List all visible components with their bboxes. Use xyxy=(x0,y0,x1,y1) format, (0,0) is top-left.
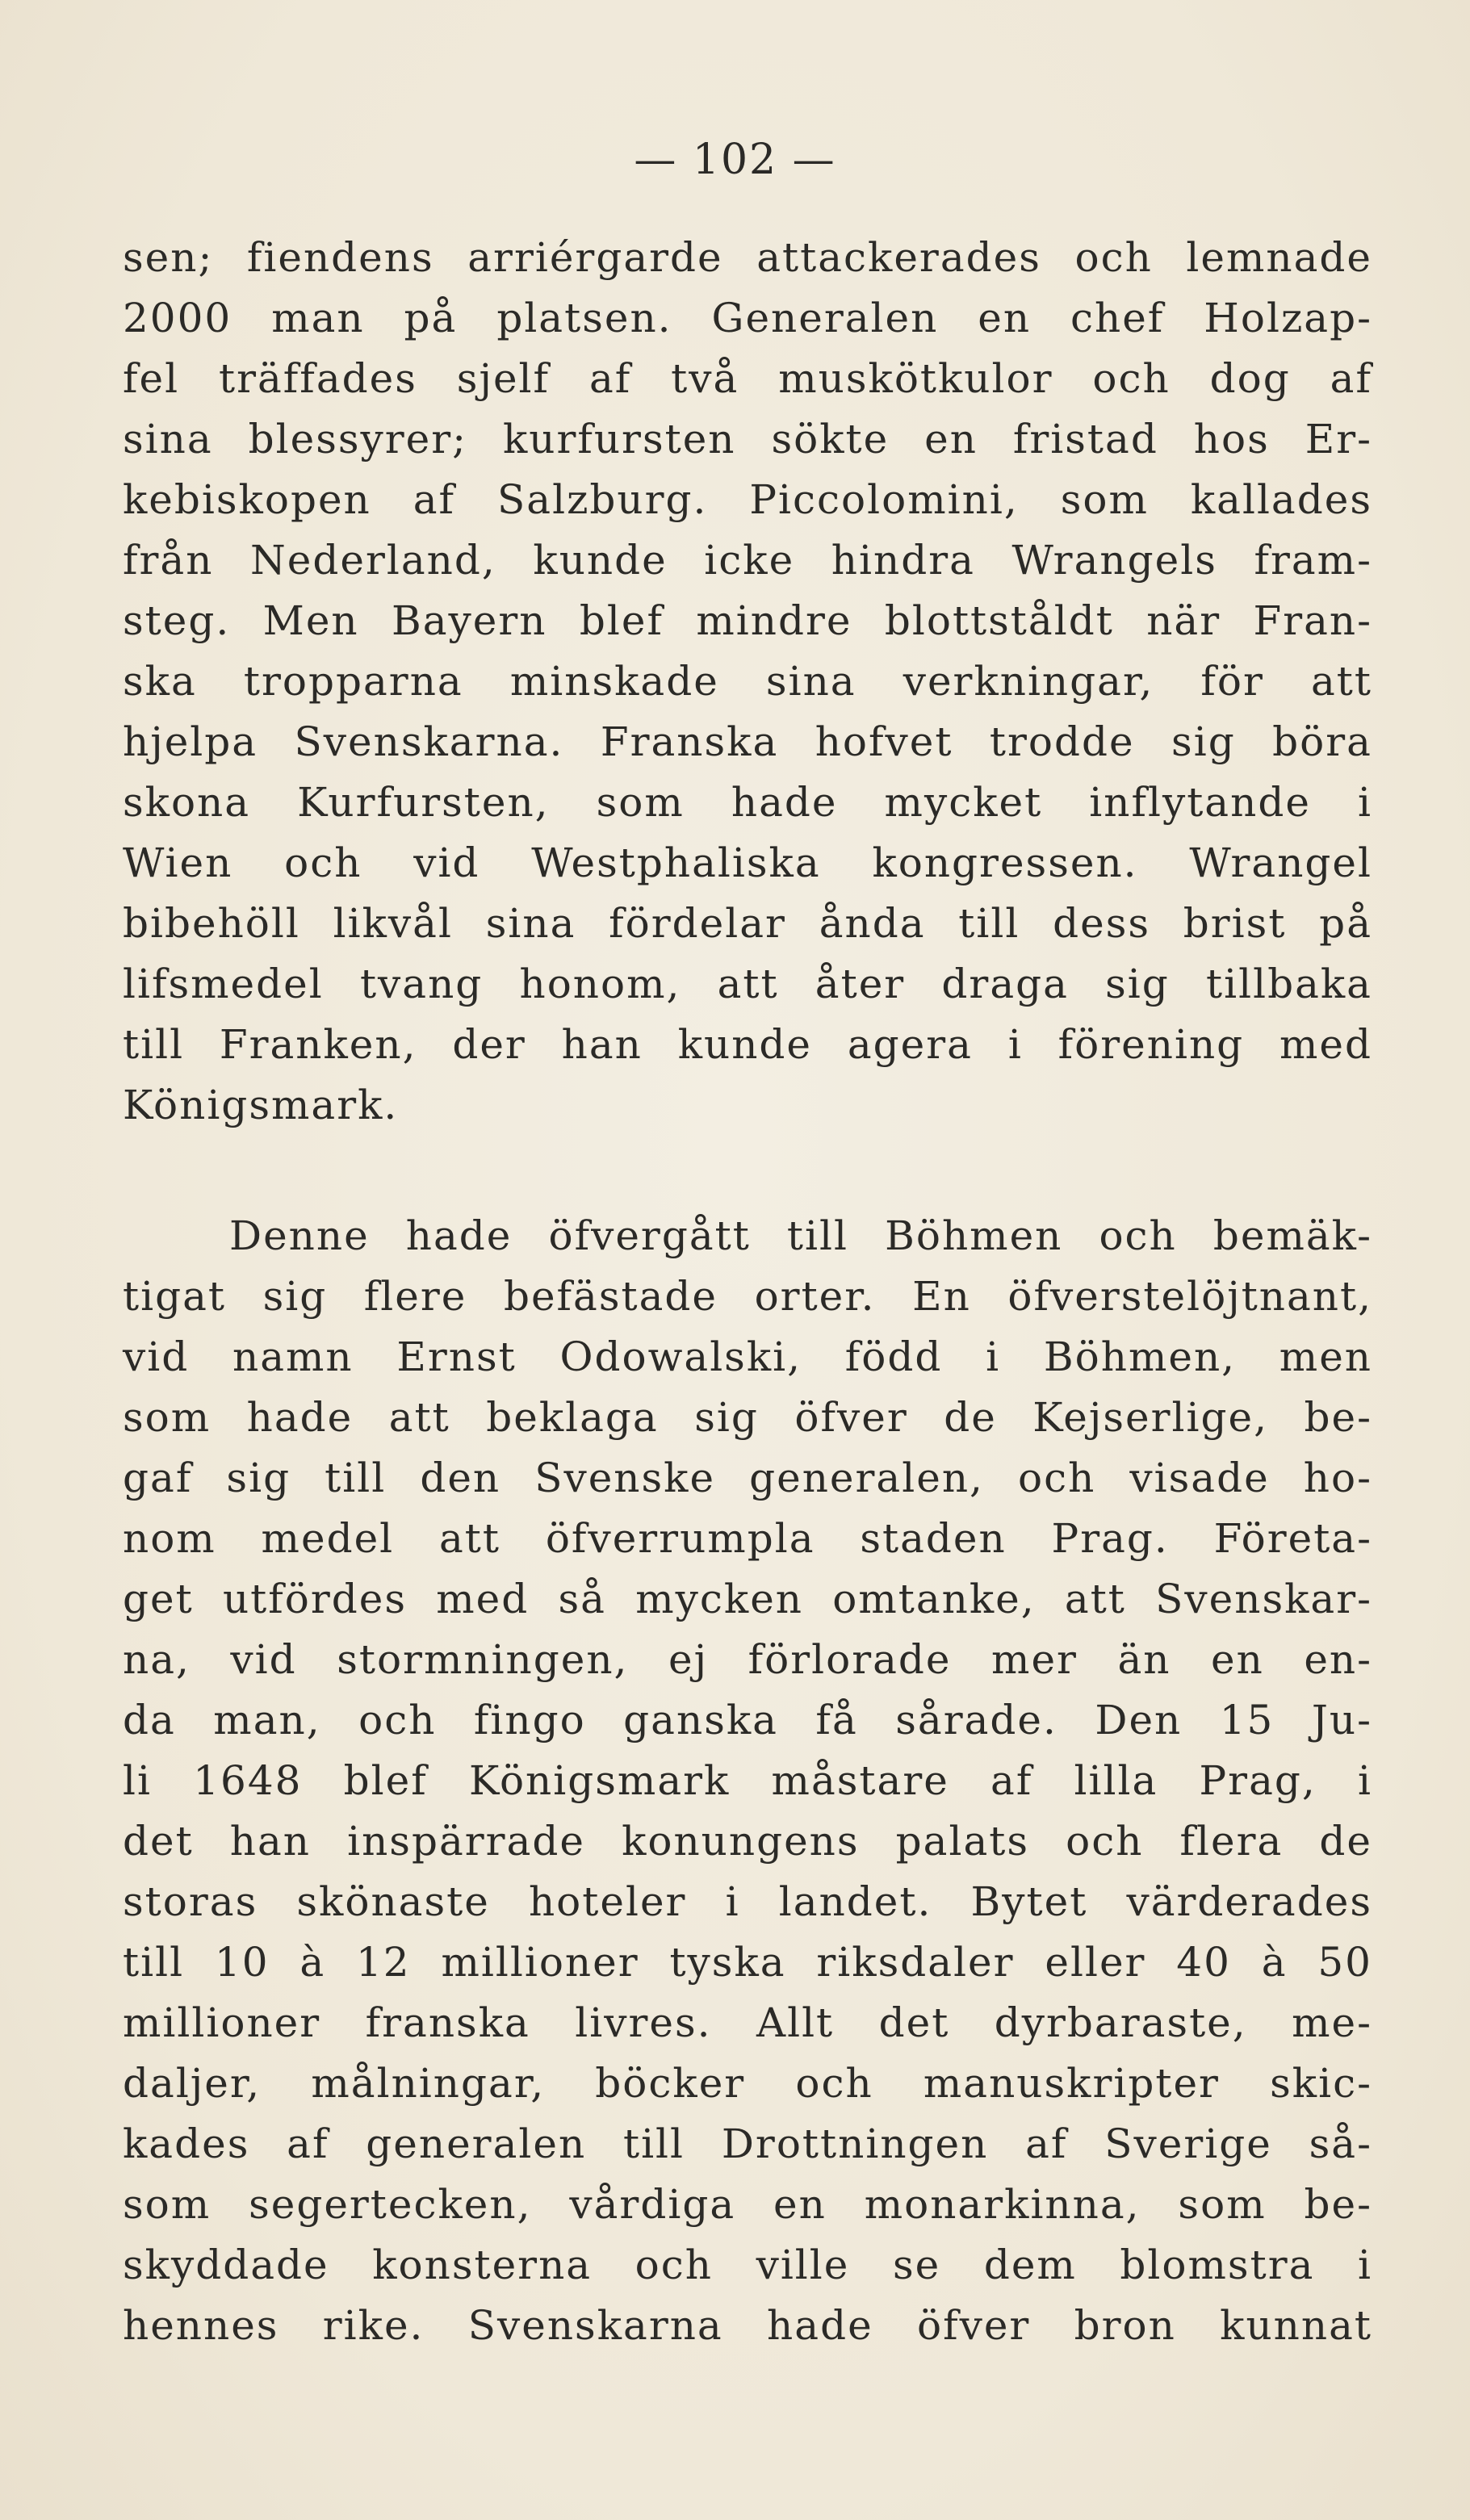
text-line: da man, och fingo ganska få sårade. Den 15 Ju- xyxy=(123,1697,1372,1743)
text-line: kades af generalen till Drottningen af Sverige så- xyxy=(123,2120,1372,2167)
text-line: Denne hade öfvergått till Böhmen och bemäk- xyxy=(229,1212,1372,1259)
text-line: storas skönaste hoteler i landet. Bytet värderades xyxy=(123,1878,1372,1925)
text-line: na, vid stormningen, ej förlorade mer än en en- xyxy=(123,1636,1372,1683)
text-line: från Nederland, kunde icke hindra Wrangels fram- xyxy=(123,537,1372,584)
text-line: skona Kurfursten, som hade mycket inflytande i xyxy=(123,779,1372,826)
text-line: hjelpa Svenskarna. Franska hofvet trodde sig böra xyxy=(123,718,1372,765)
text-line: nom medel att öfverrumpla staden Prag. Företa- xyxy=(123,1515,1372,1562)
text-line: till Franken, der han kunde agera i förening med xyxy=(123,1021,1372,1068)
text-line: vid namn Ernst Odowalski, född i Böhmen, men xyxy=(123,1333,1372,1380)
text-line: li 1648 blef Königsmark måstare af lilla Prag, i xyxy=(123,1757,1372,1804)
text-line: som segertecken, vårdiga en monarkinna, som be- xyxy=(123,2181,1372,2228)
text-line: ska tropparna minskade sina verkningar, för att xyxy=(123,658,1372,705)
page-number-header: — 102 — xyxy=(634,136,836,184)
text-line: get utfördes med så mycken omtanke, att Svenskar- xyxy=(123,1576,1372,1622)
text-line: skyddade konsterna och ville se dem blomstra i xyxy=(123,2242,1372,2288)
text-line: gaf sig till den Svenske generalen, och visade ho- xyxy=(123,1455,1372,1501)
text-line: sina blessyrer; kurfursten sökte en fristad hos Er- xyxy=(123,416,1372,463)
text-line: steg. Men Bayern blef mindre blottståldt när Fran- xyxy=(123,597,1372,644)
text-line: kebiskopen af Salzburg. Piccolomini, som kallades xyxy=(123,476,1372,523)
text-line: som hade att beklaga sig öfver de Kejserlige, be- xyxy=(123,1394,1372,1441)
text-line: till 10 à 12 millioner tyska riksdaler eller 40 à 50 xyxy=(123,1939,1372,1986)
text-line: millioner franska livres. Allt det dyrbaraste, me- xyxy=(123,1999,1372,2046)
text-line: fel träffades sjelf af två muskötkulor och dog af xyxy=(123,355,1372,402)
text-line: tigat sig flere befästade orter. En öfverstelöjtnant, xyxy=(123,1273,1372,1320)
paragraph-2 xyxy=(123,1206,1372,2356)
text-line: 2000 man på platsen. Generalen en chef Holzap- xyxy=(123,295,1372,341)
text-line: bibehöll likvål sina fördelar ånda till dess brist på xyxy=(123,900,1372,947)
text-line: daljer, målningar, böcker och manuskripter skic- xyxy=(123,2060,1372,2107)
paragraph-1 xyxy=(123,228,1372,1136)
text-line: sen; fiendens arriérgarde attackerades och lemnade xyxy=(123,234,1372,281)
text-line: lifsmedel tvang honom, att åter draga sig tillbaka xyxy=(123,961,1372,1007)
text-line: det han inspärrade konungens palats och flera de xyxy=(123,1818,1372,1865)
text-line: Wien och vid Westphaliska kongressen. Wrangel xyxy=(123,839,1372,886)
text-line: Königsmark. xyxy=(123,1082,399,1128)
text-line: hennes rike. Svenskarna hade öfver bron kunnat xyxy=(123,2302,1372,2349)
